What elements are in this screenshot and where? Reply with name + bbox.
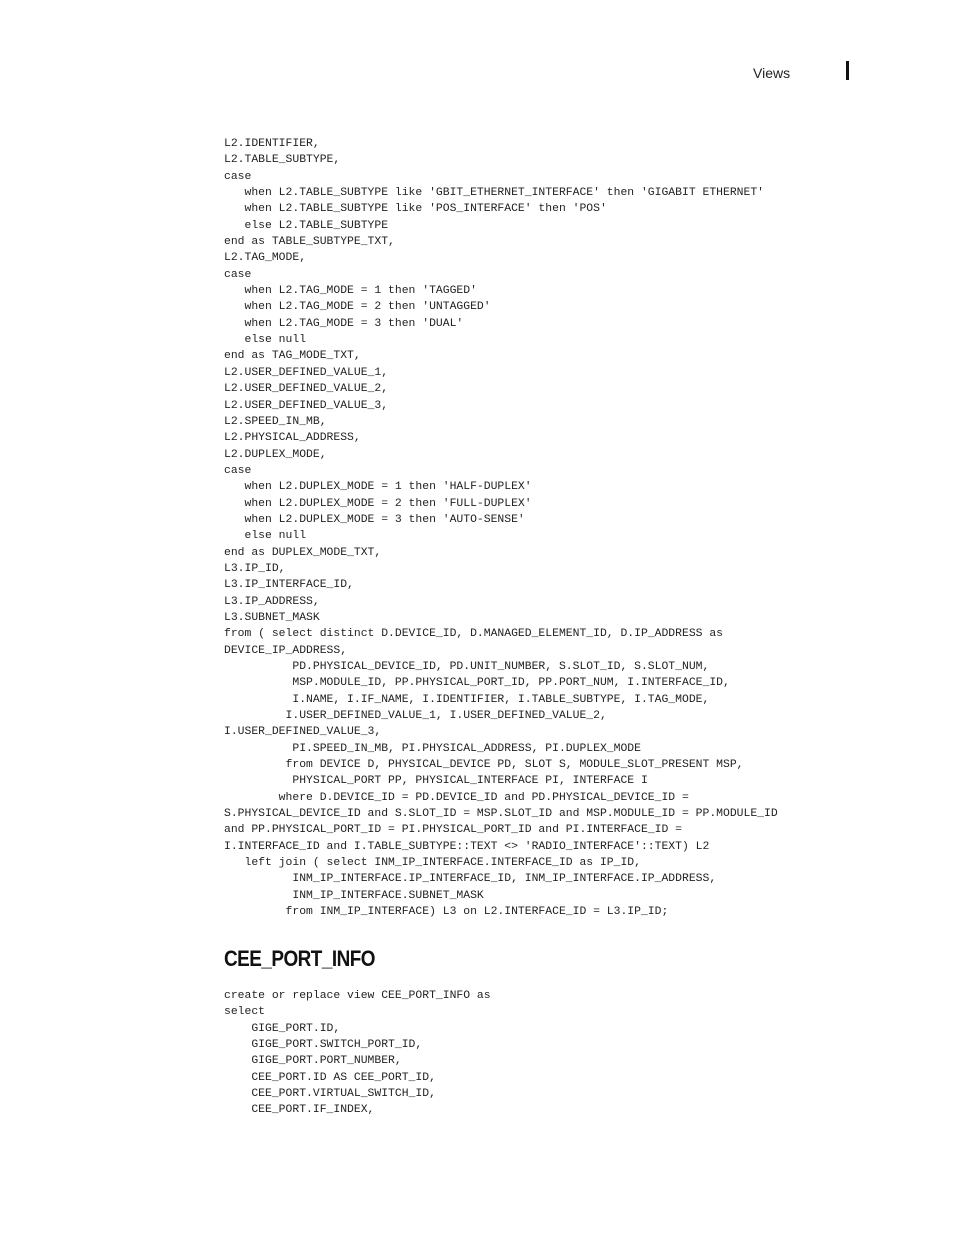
code-line: I.USER_DEFINED_VALUE_3,: [224, 726, 382, 739]
code-line: create or replace view CEE_PORT_INFO as: [224, 990, 491, 1002]
code-line: left join ( select INM_IP_INTERFACE.INTERFACE_ID as IP_ID,: [224, 857, 641, 870]
code-line: end as TAG_MODE_TXT,: [224, 350, 361, 363]
code-line: end as DUPLEX_MODE_TXT,: [224, 546, 382, 559]
code-line: from ( select distinct D.DEVICE_ID, D.MANAGED_ELEMENT_ID, D.IP_ADDRESS as: [224, 628, 723, 641]
code-line: L3.IP_ADDRESS,: [224, 595, 320, 608]
code-line: I.USER_DEFINED_VALUE_1, I.USER_DEFINED_VALUE_2,: [224, 710, 607, 723]
code-line: case: [224, 464, 252, 477]
code-line: GIGE_PORT.SWITCH_PORT_ID,: [224, 1039, 423, 1052]
code-line: L3.IP_INTERFACE_ID,: [224, 579, 354, 592]
code-line: and PP.PHYSICAL_PORT_ID = PI.PHYSICAL_PORT_ID and PI.INTERFACE_ID =: [224, 824, 682, 837]
code-line: PD.PHYSICAL_DEVICE_ID, PD.UNIT_NUMBER, S.SLOT_ID, S.SLOT_NUM,: [224, 661, 710, 673]
code-line: L2.SPEED_IN_MB,: [224, 415, 327, 428]
code-line: L2.IDENTIFIER,: [224, 138, 320, 150]
code-line: GIGE_PORT.PORT_NUMBER,: [224, 1055, 402, 1068]
header-bar: [846, 61, 849, 80]
code-line: L2.DUPLEX_MODE,: [224, 448, 327, 461]
code-line: from INM_IP_INTERFACE) L3 on L2.INTERFACE_ID = L3.IP_ID;: [224, 906, 669, 919]
code-line: when L2.TABLE_SUBTYPE like 'POS_INTERFACE' then 'POS': [224, 203, 607, 216]
code-line: when L2.DUPLEX_MODE = 2 then 'FULL-DUPLEX': [224, 497, 532, 510]
code-line: when L2.TAG_MODE = 1 then 'TAGGED': [224, 285, 477, 298]
code-line: when L2.DUPLEX_MODE = 3 then 'AUTO-SENSE': [224, 513, 525, 526]
code-line: where D.DEVICE_ID = PD.DEVICE_ID and PD.PHYSICAL_DEVICE_ID =: [224, 791, 689, 804]
code-line: INM_IP_INTERFACE.IP_INTERFACE_ID, INM_IP_INTERFACE.IP_ADDRESS,: [224, 873, 717, 886]
code-line: when L2.TABLE_SUBTYPE like 'GBIT_ETHERNET_INTERFACE' then 'GIGABIT ETHERNET': [224, 187, 765, 200]
code-line: else null: [224, 530, 307, 543]
code-line: L3.SUBNET_MASK: [224, 611, 320, 624]
code-line: else L2.TABLE_SUBTYPE: [224, 219, 389, 232]
code-line: GIGE_PORT.ID,: [224, 1022, 341, 1035]
code-line: select: [224, 1006, 266, 1019]
code-line: L2.USER_DEFINED_VALUE_1,: [224, 366, 389, 379]
header-section-title: Views: [753, 65, 791, 81]
code-line: PI.SPEED_IN_MB, PI.PHYSICAL_ADDRESS, PI.DUPLEX_MODE: [224, 742, 641, 755]
code-line: L2.TABLE_SUBTYPE,: [224, 154, 341, 167]
code-line: L2.PHYSICAL_ADDRESS,: [224, 432, 361, 445]
code-line: I.NAME, I.IF_NAME, I.IDENTIFIER, I.TABLE_SUBTYPE, I.TAG_MODE,: [224, 693, 710, 706]
code-block-cee-port-info: [224, 988, 491, 1119]
code-line: L2.USER_DEFINED_VALUE_2,: [224, 383, 389, 396]
code-line: L3.IP_ID,: [224, 562, 286, 575]
code-line: else null: [224, 334, 307, 347]
code-line: case: [224, 170, 252, 183]
code-line: CEE_PORT.IF_INDEX,: [224, 1104, 375, 1117]
code-line: when L2.TAG_MODE = 2 then 'UNTAGGED': [224, 301, 491, 314]
code-block-view-definition: [224, 136, 778, 921]
code-line: when L2.TAG_MODE = 3 then 'DUAL': [224, 317, 464, 330]
code-line: case: [224, 268, 252, 281]
code-line: CEE_PORT.ID AS CEE_PORT_ID,: [224, 1071, 436, 1084]
section-title: CEE_PORT_INFO: [224, 946, 375, 971]
code-line: I.INTERFACE_ID and I.TABLE_SUBTYPE::TEXT <> 'RADIO_INTERFACE'::TEXT) L2: [224, 840, 710, 853]
code-line: S.PHYSICAL_DEVICE_ID and S.SLOT_ID = MSP.SLOT_ID and MSP.MODULE_ID = PP.MODULE_ID: [224, 808, 778, 821]
code-line: PHYSICAL_PORT PP, PHYSICAL_INTERFACE PI, INTERFACE I: [224, 775, 648, 788]
code-line: from DEVICE D, PHYSICAL_DEVICE PD, SLOT S, MODULE_SLOT_PRESENT MSP,: [224, 759, 744, 772]
code-line: end as TABLE_SUBTYPE_TXT,: [224, 236, 395, 249]
code-line: L2.USER_DEFINED_VALUE_3,: [224, 399, 389, 412]
code-line: DEVICE_IP_ADDRESS,: [224, 644, 348, 657]
code-line: CEE_PORT.VIRTUAL_SWITCH_ID,: [224, 1088, 436, 1101]
code-line: L2.TAG_MODE,: [224, 252, 307, 265]
code-line: MSP.MODULE_ID, PP.PHYSICAL_PORT_ID, PP.PORT_NUM, I.INTERFACE_ID,: [224, 677, 730, 690]
code-line: when L2.DUPLEX_MODE = 1 then 'HALF-DUPLEX': [224, 481, 532, 494]
code-line: INM_IP_INTERFACE.SUBNET_MASK: [224, 889, 484, 902]
